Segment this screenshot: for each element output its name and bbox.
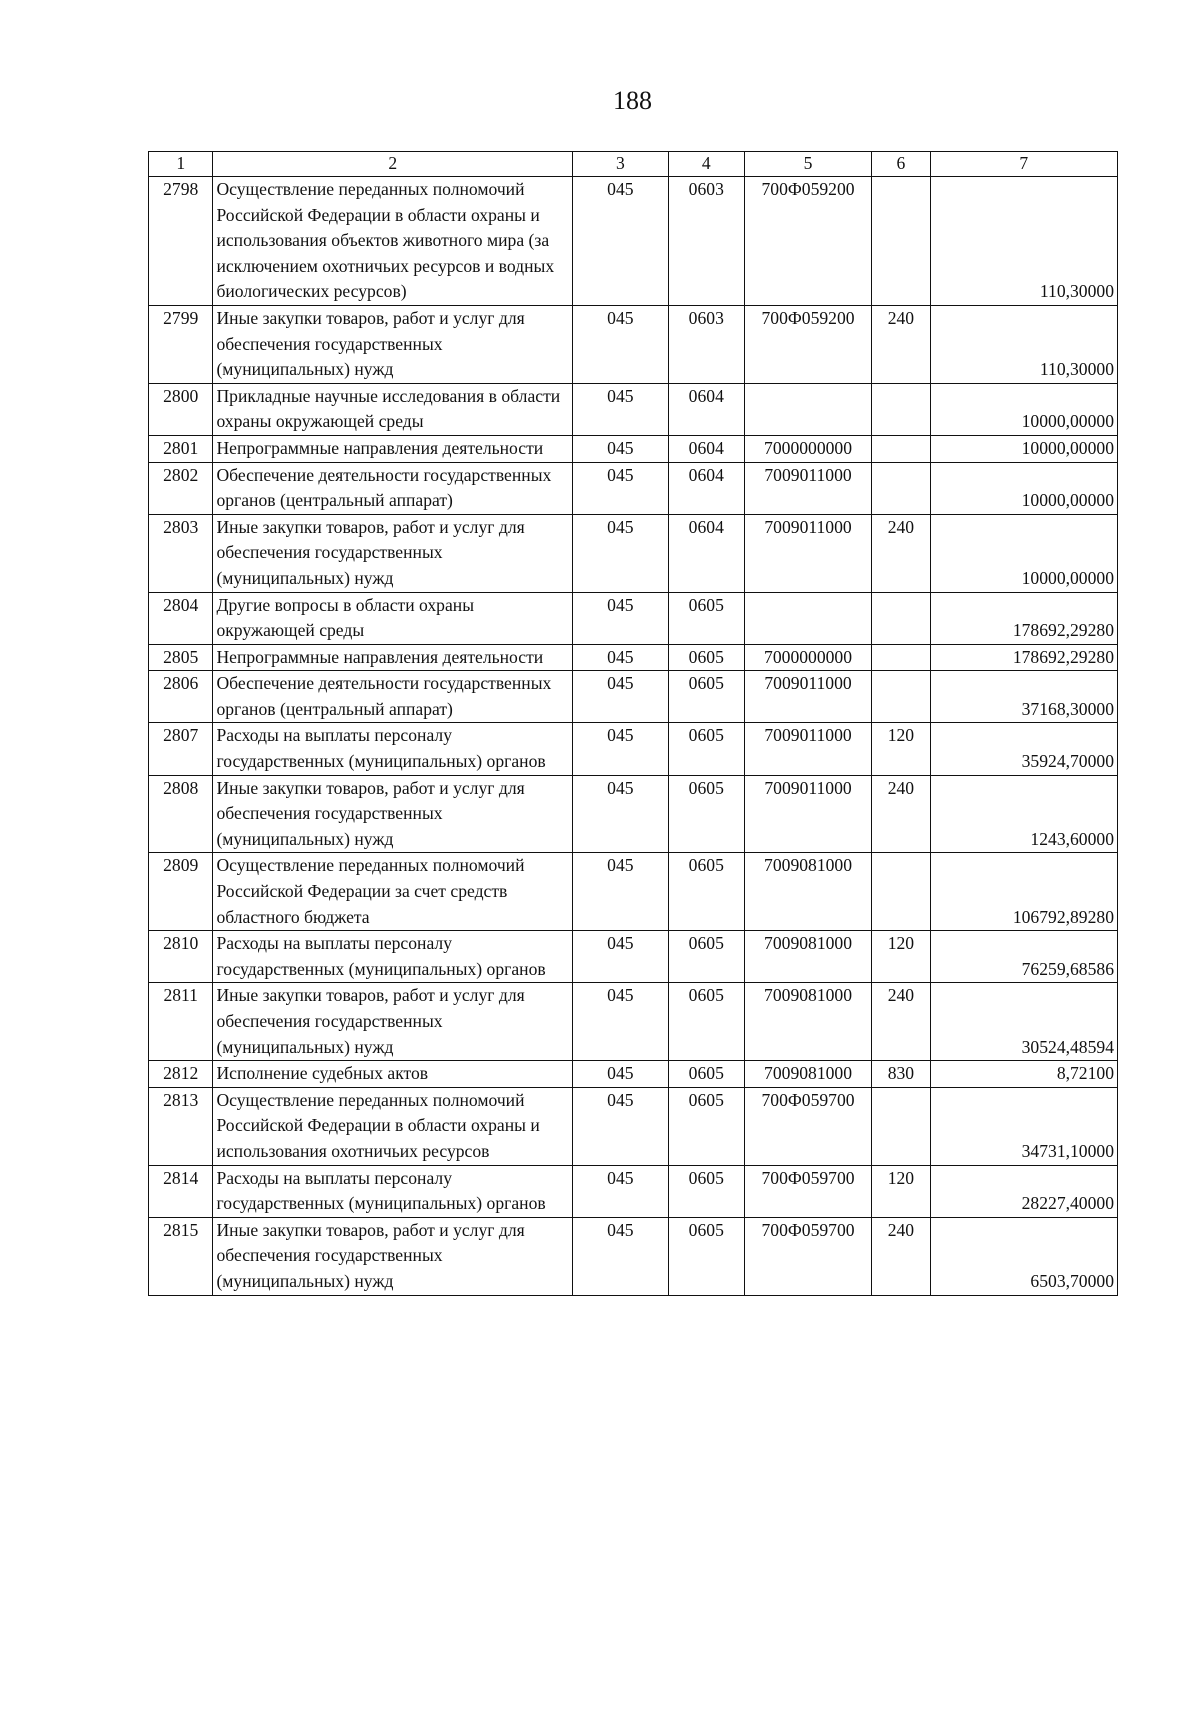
- table-row: [149, 1165, 1118, 1217]
- ministry-code: 045: [573, 723, 669, 775]
- ministry-code: 045: [573, 177, 669, 306]
- target-article-code: 7009011000: [744, 514, 871, 592]
- expense-type-code: [872, 1087, 930, 1165]
- amount: 30524,48594: [930, 983, 1117, 1061]
- table-row: [149, 1087, 1118, 1165]
- row-number: 2812: [149, 1061, 213, 1088]
- budget-table: [148, 151, 1118, 1296]
- table-row: [149, 462, 1118, 514]
- row-name: Осуществление переданных полномочий Российской Федерации в области охраны и использования объектов животного мира (за исключением охотничьих ресурсов и водных биологических ресурсов): [213, 177, 573, 306]
- expense-type-code: 830: [872, 1061, 930, 1088]
- amount: 1243,60000: [930, 775, 1117, 853]
- row-name: Иные закупки товаров, работ и услуг для обеспечения государственных (муниципальных) нужд: [213, 983, 573, 1061]
- row-number: 2806: [149, 671, 213, 723]
- ministry-code: 045: [573, 1087, 669, 1165]
- amount: 10000,00000: [930, 462, 1117, 514]
- expense-type-code: 240: [872, 983, 930, 1061]
- target-article-code: 700Ф059200: [744, 305, 871, 383]
- row-number: 2807: [149, 723, 213, 775]
- section-code: 0605: [668, 671, 744, 723]
- row-name: Непрограммные направления деятельности: [213, 644, 573, 671]
- section-code: 0604: [668, 514, 744, 592]
- row-number: 2811: [149, 983, 213, 1061]
- target-article-code: 7009081000: [744, 931, 871, 983]
- amount: 178692,29280: [930, 644, 1117, 671]
- amount: 10000,00000: [930, 435, 1117, 462]
- target-article-code: 7009081000: [744, 983, 871, 1061]
- ministry-code: 045: [573, 435, 669, 462]
- amount: 110,30000: [930, 177, 1117, 306]
- target-article-code: [744, 592, 871, 644]
- target-article-code: 7000000000: [744, 644, 871, 671]
- amount: 6503,70000: [930, 1217, 1117, 1295]
- table-row: [149, 177, 1118, 306]
- row-name: Иные закупки товаров, работ и услуг для обеспечения государственных (муниципальных) нужд: [213, 305, 573, 383]
- row-name: Обеспечение деятельности государственных органов (центральный аппарат): [213, 671, 573, 723]
- section-code: 0605: [668, 1165, 744, 1217]
- section-code: 0605: [668, 853, 744, 931]
- table-row: [149, 383, 1118, 435]
- target-article-code: 7009081000: [744, 1061, 871, 1088]
- section-code: 0605: [668, 723, 744, 775]
- column-header-6: 6: [872, 152, 930, 177]
- expense-type-code: [872, 644, 930, 671]
- ministry-code: 045: [573, 775, 669, 853]
- amount: 34731,10000: [930, 1087, 1117, 1165]
- expense-type-code: [872, 853, 930, 931]
- row-name: Расходы на выплаты персоналу государственных (муниципальных) органов: [213, 1165, 573, 1217]
- target-article-code: 700Ф059700: [744, 1165, 871, 1217]
- header-row: [149, 152, 1118, 177]
- target-article-code: 7009011000: [744, 775, 871, 853]
- row-name: Расходы на выплаты персоналу государственных (муниципальных) органов: [213, 931, 573, 983]
- section-code: 0604: [668, 383, 744, 435]
- ministry-code: 045: [573, 1217, 669, 1295]
- expense-type-code: 120: [872, 723, 930, 775]
- table-row: [149, 853, 1118, 931]
- row-number: 2799: [149, 305, 213, 383]
- row-number: 2805: [149, 644, 213, 671]
- expense-type-code: 120: [872, 1165, 930, 1217]
- table-row: [149, 644, 1118, 671]
- row-number: 2800: [149, 383, 213, 435]
- row-name: Другие вопросы в области охраны окружающей среды: [213, 592, 573, 644]
- table-body: [149, 177, 1118, 1296]
- amount: 76259,68586: [930, 931, 1117, 983]
- table-header: [149, 152, 1118, 177]
- column-header-1: 1: [149, 152, 213, 177]
- target-article-code: 700Ф059200: [744, 177, 871, 306]
- table-row: [149, 514, 1118, 592]
- section-code: 0605: [668, 775, 744, 853]
- row-number: 2803: [149, 514, 213, 592]
- table-row: [149, 1217, 1118, 1295]
- ministry-code: 045: [573, 462, 669, 514]
- row-number: 2801: [149, 435, 213, 462]
- expense-type-code: 240: [872, 1217, 930, 1295]
- amount: 37168,30000: [930, 671, 1117, 723]
- row-number: 2804: [149, 592, 213, 644]
- row-number: 2808: [149, 775, 213, 853]
- expense-type-code: 120: [872, 931, 930, 983]
- expense-type-code: [872, 435, 930, 462]
- target-article-code: 700Ф059700: [744, 1087, 871, 1165]
- table-row: [149, 723, 1118, 775]
- expense-type-code: [872, 177, 930, 306]
- table-row: [149, 983, 1118, 1061]
- target-article-code: 7009011000: [744, 462, 871, 514]
- target-article-code: 7009081000: [744, 853, 871, 931]
- ministry-code: 045: [573, 1061, 669, 1088]
- row-number: 2798: [149, 177, 213, 306]
- section-code: 0605: [668, 644, 744, 671]
- ministry-code: 045: [573, 853, 669, 931]
- table-row: [149, 775, 1118, 853]
- row-name: Исполнение судебных актов: [213, 1061, 573, 1088]
- table-row: [149, 1061, 1118, 1088]
- row-name: Иные закупки товаров, работ и услуг для обеспечения государственных (муниципальных) нужд: [213, 1217, 573, 1295]
- column-header-7: 7: [930, 152, 1117, 177]
- ministry-code: 045: [573, 592, 669, 644]
- column-header-2: 2: [213, 152, 573, 177]
- section-code: 0605: [668, 592, 744, 644]
- section-code: 0605: [668, 1087, 744, 1165]
- section-code: 0603: [668, 177, 744, 306]
- ministry-code: 045: [573, 383, 669, 435]
- expense-type-code: 240: [872, 305, 930, 383]
- ministry-code: 045: [573, 514, 669, 592]
- amount: 35924,70000: [930, 723, 1117, 775]
- target-article-code: [744, 383, 871, 435]
- section-code: 0605: [668, 1217, 744, 1295]
- row-name: Прикладные научные исследования в области охраны окружающей среды: [213, 383, 573, 435]
- expense-type-code: [872, 671, 930, 723]
- ministry-code: 045: [573, 983, 669, 1061]
- table-row: [149, 592, 1118, 644]
- table-row: [149, 931, 1118, 983]
- row-name: Иные закупки товаров, работ и услуг для обеспечения государственных (муниципальных) нужд: [213, 775, 573, 853]
- ministry-code: 045: [573, 671, 669, 723]
- target-article-code: 7009011000: [744, 671, 871, 723]
- expense-type-code: 240: [872, 775, 930, 853]
- row-number: 2809: [149, 853, 213, 931]
- amount: 10000,00000: [930, 514, 1117, 592]
- row-name: Осуществление переданных полномочий Российской Федерации за счет средств областного бюджета: [213, 853, 573, 931]
- page-number: 188: [613, 86, 652, 115]
- row-number: 2815: [149, 1217, 213, 1295]
- row-name: Обеспечение деятельности государственных органов (центральный аппарат): [213, 462, 573, 514]
- section-code: 0604: [668, 435, 744, 462]
- amount: 8,72100: [930, 1061, 1117, 1088]
- column-header-4: 4: [668, 152, 744, 177]
- row-number: 2814: [149, 1165, 213, 1217]
- expense-type-code: [872, 462, 930, 514]
- row-number: 2802: [149, 462, 213, 514]
- section-code: 0604: [668, 462, 744, 514]
- section-code: 0605: [668, 931, 744, 983]
- ministry-code: 045: [573, 1165, 669, 1217]
- column-header-5: 5: [744, 152, 871, 177]
- ministry-code: 045: [573, 931, 669, 983]
- expense-type-code: [872, 592, 930, 644]
- row-name: Иные закупки товаров, работ и услуг для обеспечения государственных (муниципальных) нужд: [213, 514, 573, 592]
- target-article-code: 7009011000: [744, 723, 871, 775]
- ministry-code: 045: [573, 644, 669, 671]
- table-row: [149, 305, 1118, 383]
- amount: 106792,89280: [930, 853, 1117, 931]
- table-row: [149, 435, 1118, 462]
- row-name: Непрограммные направления деятельности: [213, 435, 573, 462]
- row-number: 2813: [149, 1087, 213, 1165]
- target-article-code: 700Ф059700: [744, 1217, 871, 1295]
- amount: 110,30000: [930, 305, 1117, 383]
- ministry-code: 045: [573, 305, 669, 383]
- amount: 178692,29280: [930, 592, 1117, 644]
- amount: 28227,40000: [930, 1165, 1117, 1217]
- column-header-3: 3: [573, 152, 669, 177]
- section-code: 0605: [668, 1061, 744, 1088]
- row-name: Расходы на выплаты персоналу государственных (муниципальных) органов: [213, 723, 573, 775]
- expense-type-code: [872, 383, 930, 435]
- expense-type-code: 240: [872, 514, 930, 592]
- target-article-code: 7000000000: [744, 435, 871, 462]
- table-row: [149, 671, 1118, 723]
- row-name: Осуществление переданных полномочий Российской Федерации в области охраны и использования охотничьих ресурсов: [213, 1087, 573, 1165]
- section-code: 0605: [668, 983, 744, 1061]
- section-code: 0603: [668, 305, 744, 383]
- amount: 10000,00000: [930, 383, 1117, 435]
- row-number: 2810: [149, 931, 213, 983]
